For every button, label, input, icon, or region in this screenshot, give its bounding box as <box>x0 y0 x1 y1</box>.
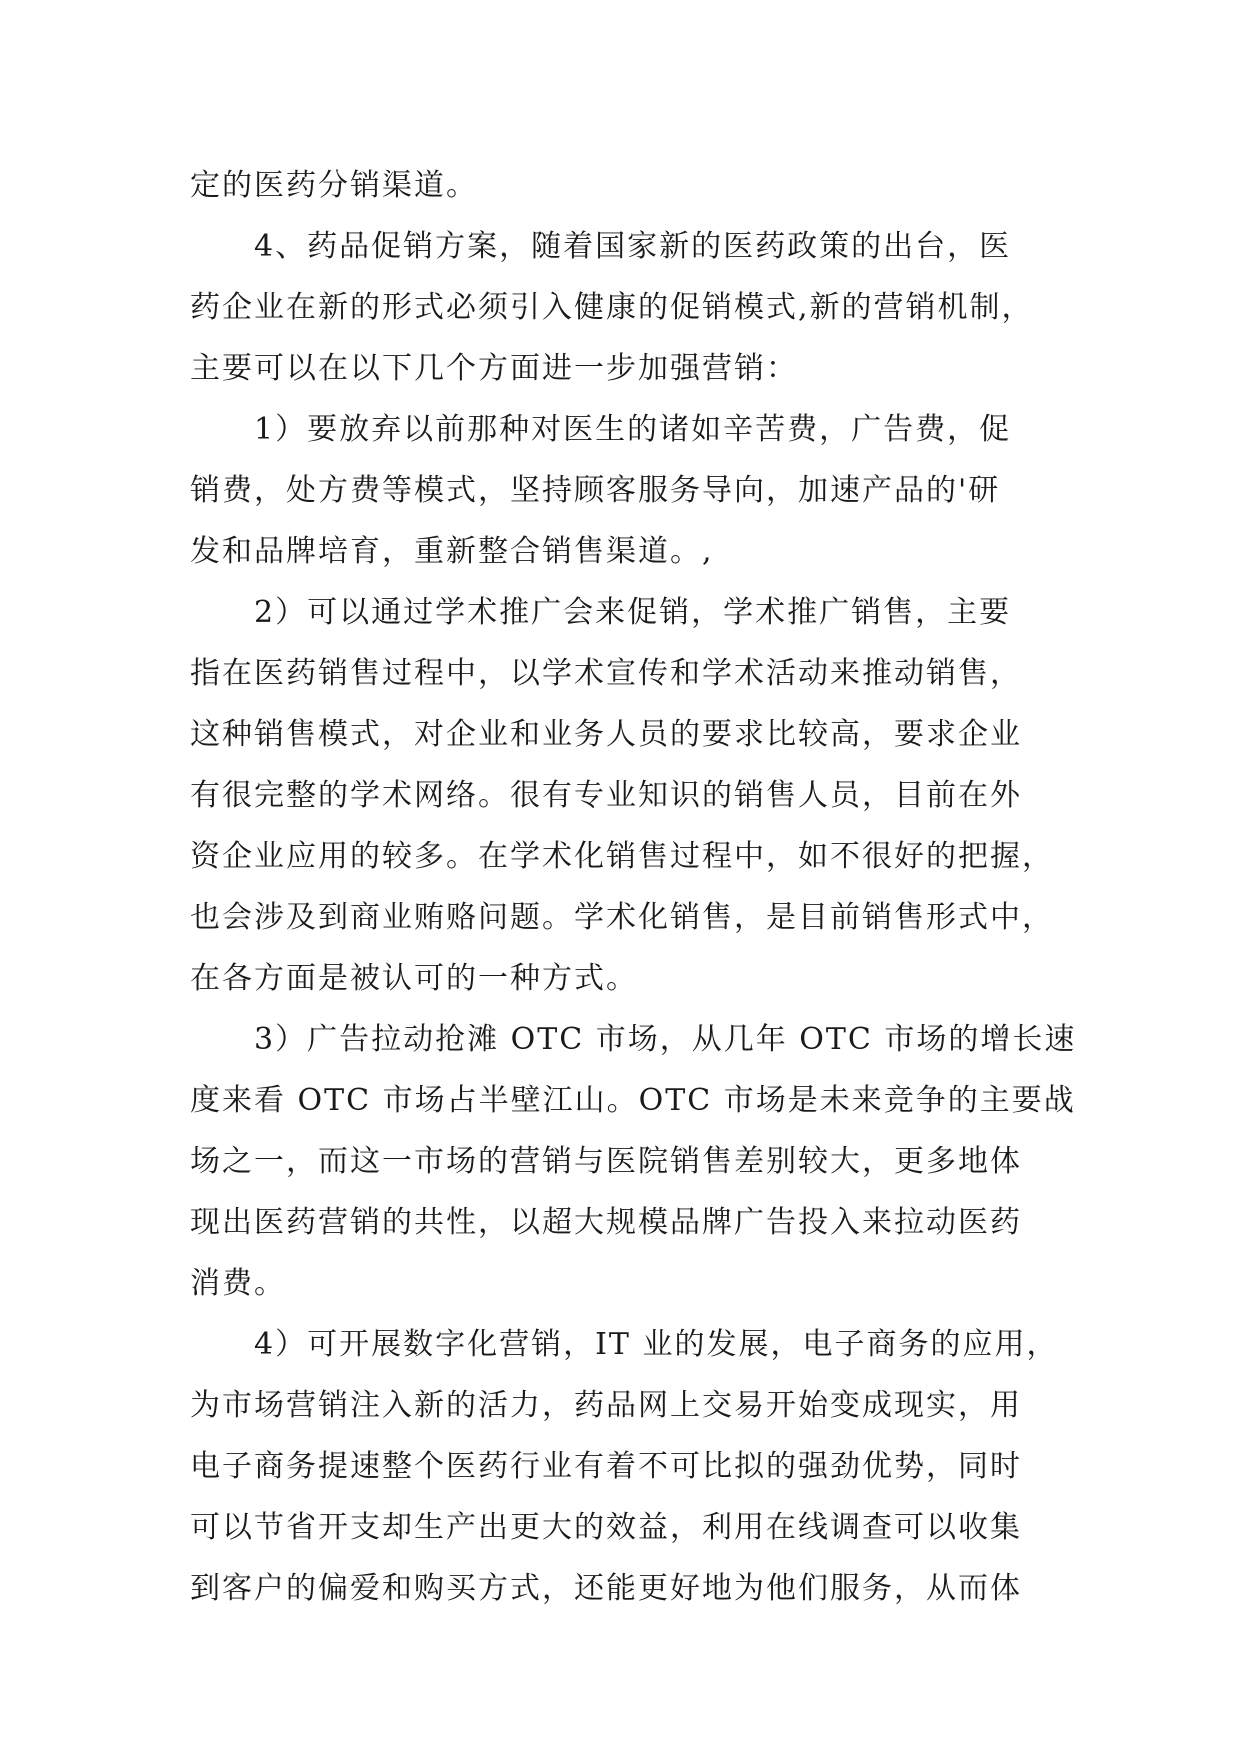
text-line: 电子商务提速整个医药行业有着不可比拟的强劲优势，同时 <box>190 1449 1022 1484</box>
paragraph-start-line: 1）要放弃以前那种对医生的诸如辛苦费，广告费，促 <box>254 412 1012 447</box>
paragraph-start-line: 3）广告拉动抢滩 OTC 市场，从几年 OTC 市场的增长速 <box>254 1022 1077 1057</box>
paragraph-start-line: 2）可以通过学术推广会来促销，学术推广销售，主要 <box>254 595 1012 630</box>
text-line: 主要可以在以下几个方面进一步加强营销： <box>190 351 798 386</box>
text-line: 药企业在新的形式必须引入健康的促销模式,新的营销机制， <box>190 290 1034 325</box>
text-line: 发和品牌培育，重新整合销售渠道。, <box>190 534 714 569</box>
text-line: 可以节省开支却生产出更大的效益，利用在线调查可以收集 <box>190 1510 1022 1545</box>
text-line: 现出医药营销的共性，以超大规模品牌广告投入来拉动医药 <box>190 1205 1022 1240</box>
text-line: 为市场营销注入新的活力，药品网上交易开始变成现实，用 <box>190 1388 1022 1423</box>
text-line: 消费。 <box>190 1266 286 1301</box>
document-body <box>190 155 1077 1619</box>
text-line: 也会涉及到商业贿赂问题。学术化销售，是目前销售形式中， <box>190 900 1054 935</box>
text-line: 度来看 OTC 市场占半壁江山。OTC 市场是未来竞争的主要战 <box>190 1083 1076 1118</box>
text-line: 有很完整的学术网络。很有专业知识的销售人员，目前在外 <box>190 778 1022 813</box>
text-line: 销费，处方费等模式，坚持顾客服务导向，加速产品的'研 <box>190 473 1001 508</box>
text-line: 在各方面是被认可的一种方式。 <box>190 961 638 996</box>
paragraph-start-line: 4、药品促销方案，随着国家新的医药政策的出台，医 <box>254 229 1012 264</box>
text-line: 指在医药销售过程中，以学术宣传和学术活动来推动销售， <box>190 656 1022 691</box>
text-line: 场之一，而这一市场的营销与医院销售差别较大，更多地体 <box>190 1144 1022 1179</box>
text-line: 定的医药分销渠道。 <box>190 168 478 203</box>
text-line: 到客户的偏爱和购买方式，还能更好地为他们服务，从而体 <box>190 1571 1022 1606</box>
paragraph-start-line: 4）可开展数字化营销，IT 业的发展，电子商务的应用， <box>254 1327 1059 1362</box>
text-line: 这种销售模式，对企业和业务人员的要求比较高，要求企业 <box>190 717 1022 752</box>
text-line: 资企业应用的较多。在学术化销售过程中，如不很好的把握， <box>190 839 1054 874</box>
